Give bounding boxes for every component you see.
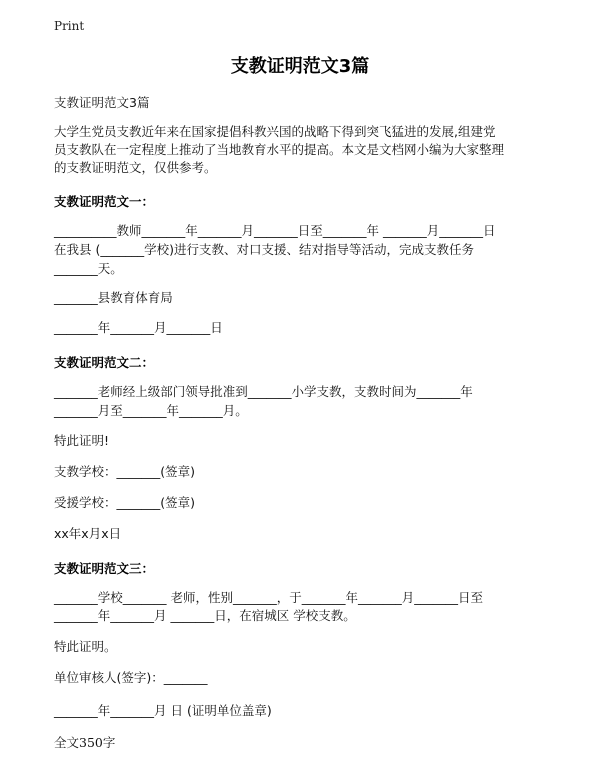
section3-reviewer-sign: 单位审核人(签字)：_______ bbox=[54, 670, 208, 685]
document-title: 支教证明范文3篇 bbox=[230, 56, 370, 77]
intro-line-3: 的支教证明范文，仅供参考。 bbox=[54, 160, 217, 175]
section2-heading: 支教证明范文二： bbox=[54, 355, 155, 370]
section2-certify: 特此证明! bbox=[54, 433, 110, 448]
section3-body-line-1: _______学校_______ 老师，性别_______，于_______年_______月_______日至 bbox=[54, 590, 483, 605]
intro-line-1: 大学生党员支教近年来在国家提倡科教兴国的战略下得到突飞猛进的发展,组建党 bbox=[54, 124, 496, 139]
section1-heading: 支教证明范文一： bbox=[54, 194, 155, 209]
section3-date: _______年_______月 日 (证明单位盖章) bbox=[54, 703, 272, 718]
section1-body-line-1: __________教师_______年_______月_______日至_______年 _______月_______日 bbox=[54, 223, 496, 238]
document-subtitle: 支教证明范文3篇 bbox=[54, 95, 150, 110]
section3-heading: 支教证明范文三： bbox=[54, 561, 155, 576]
section3-certify: 特此证明。 bbox=[54, 639, 117, 654]
section1-body-line-2: 在我县 (_______学校)进行支教、对口支援、结对指导等活动，完成支教任务 bbox=[54, 242, 474, 257]
section1-body-line-3: _______天。 bbox=[54, 261, 123, 276]
section1-date: _______年_______月_______日 bbox=[54, 320, 223, 335]
section2-body-line-2: _______月至_______年_______月。 bbox=[54, 403, 248, 418]
section2-date: xx年x月x日 bbox=[54, 526, 122, 541]
print-link[interactable]: Print bbox=[54, 19, 85, 33]
intro-line-2: 员支教队在一定程度上推动了当地教育水平的提高。本文是文档网小编为大家整理 bbox=[54, 142, 505, 157]
section3-body-line-2: _______年_______月 _______日，在宿城区 学校支教。 bbox=[54, 608, 356, 623]
section2-school-sign: 支教学校：_______(签章) bbox=[54, 464, 196, 479]
section2-body-line-1: _______老师经上级部门领导批准到_______小学支教，支教时间为_______年 bbox=[54, 384, 473, 399]
word-count: 全文350字 bbox=[54, 735, 116, 750]
section2-receiver-sign: 受援学校：_______(签章) bbox=[54, 495, 196, 510]
section1-issuer: _______县教育体育局 bbox=[54, 290, 173, 305]
